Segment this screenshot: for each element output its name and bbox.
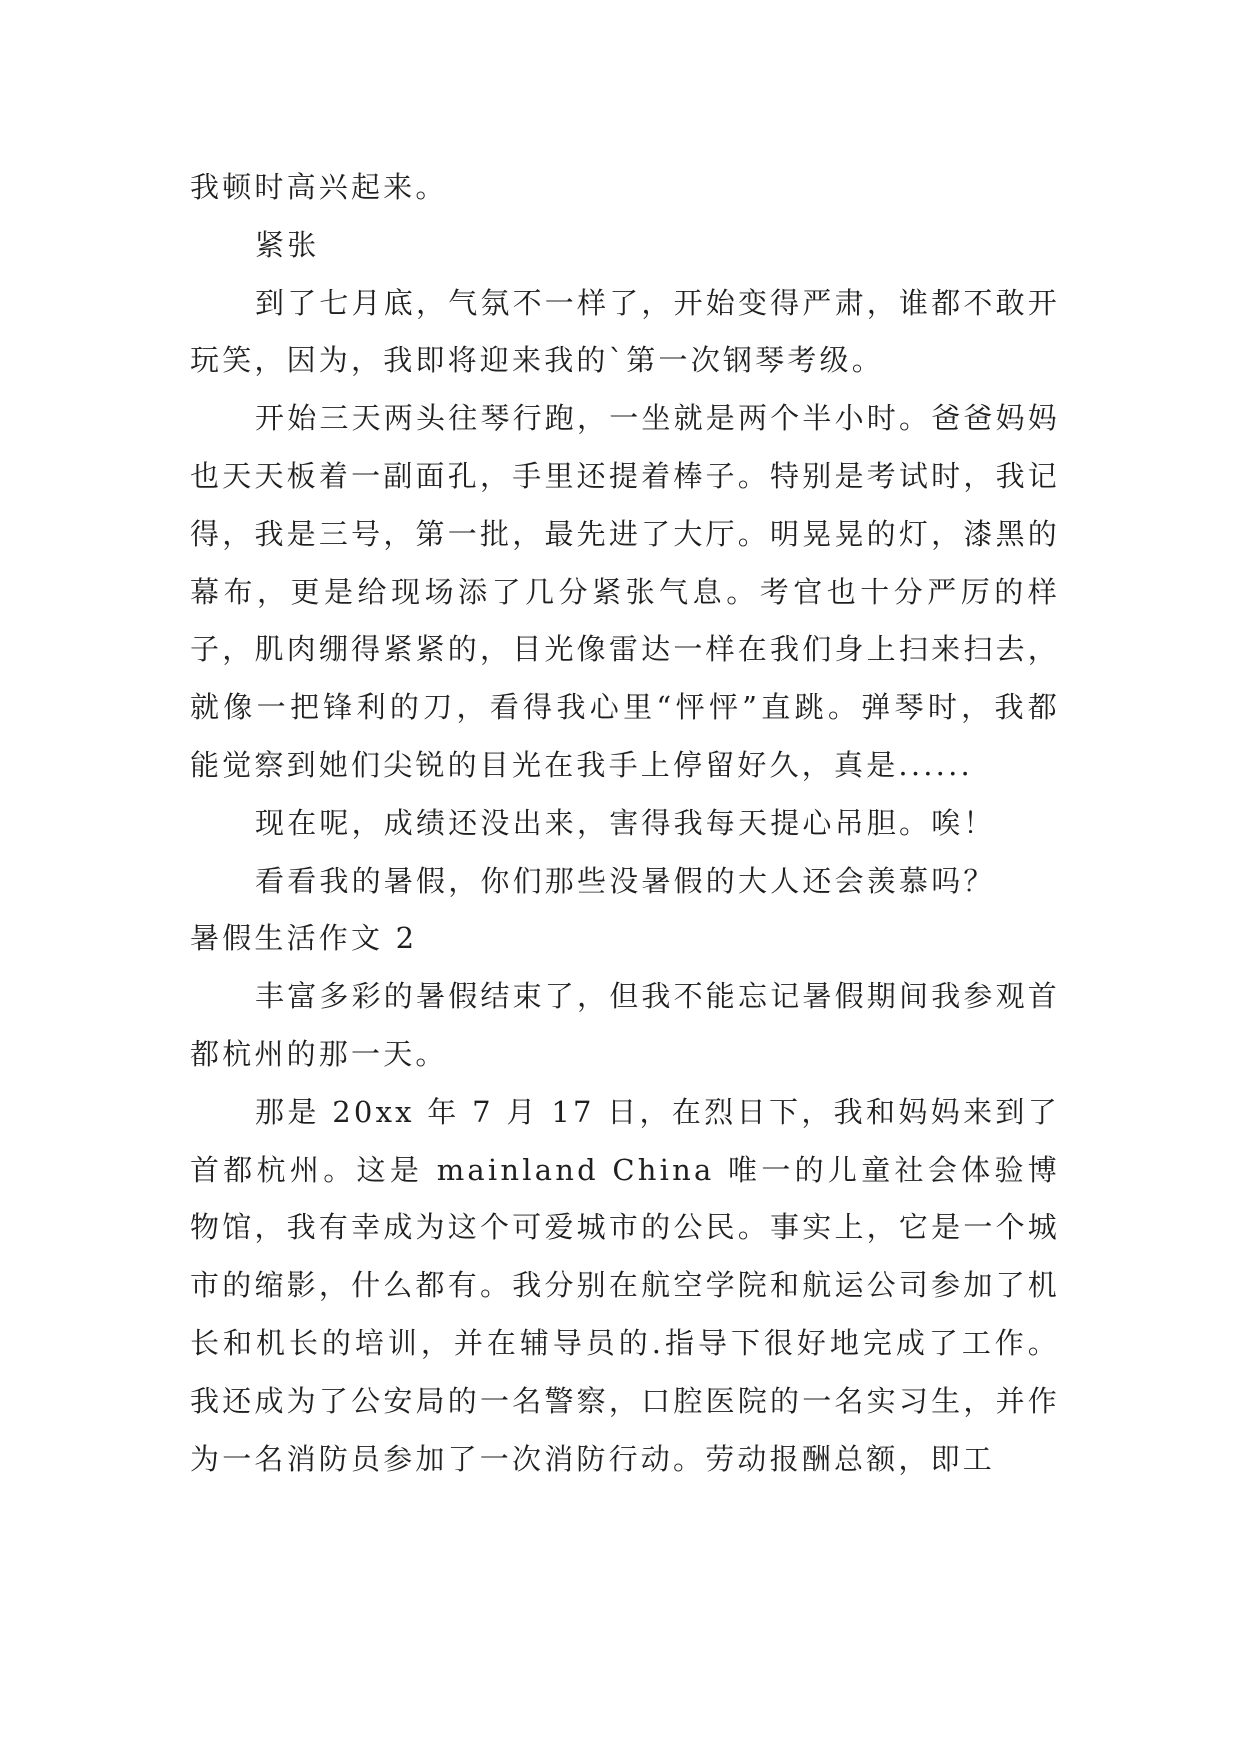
document-body <box>190 159 1060 1488</box>
essay-title: 暑假生活作文 2 <box>190 921 418 956</box>
paragraph: 开始三天两头往琴行跑，一坐就是两个半小时。爸爸妈妈也天天板着一副面孔，手里还提着棒子。特别是考试时，我记得，我是三号，第一批，最先进了大厅。明晃晃的灯，漆黑的幕布，更是给现场添了几分紧张气息。考官也十分严厉的样子，肌肉绷得紧紧的，目光像雷达一样在我们身上扫来扫去，就像一把锋利的刀，看得我心里“怦怦”直跳。弹琴时，我都能觉察到她们尖锐的目光在我手上停留好久，真是...... <box>190 401 1061 782</box>
paragraph: 那是 20xx 年 7 月 17 日，在烈日下，我和妈妈来到了首都杭州。这是 mainland China 唯一的儿童社会体验博物馆，我有幸成为这个可爱城市的公民。事实上，它是一个城市的缩影，什么都有。我分别在航空学院和航运公司参加了机长和机长的培训，并在辅导员的.指导下很好地完成了工作。我还成为了公安局的一名警察，口腔医院的一名实习生，并作为一名消防员参加了一次消防行动。劳动报酬总额，即工 <box>190 1094 1060 1476</box>
paragraph: 现在呢，成绩还没出来，害得我每天提心吊胆。唉！ <box>255 805 996 840</box>
section-heading: 紧张 <box>255 227 320 262</box>
paragraph: 看看我的暑假，你们那些没暑假的大人还会羡慕吗？ <box>255 863 996 898</box>
paragraph: 到了七月底，气氛不一样了，开始变得严肃，谁都不敢开玩笑，因为，我即将迎来我的`第一次钢琴考级。 <box>190 285 1061 378</box>
paragraph: 丰富多彩的暑假结束了，但我不能忘记暑假期间我参观首都杭州的那一天。 <box>190 979 1061 1071</box>
paragraph: 我顿时高兴起来。 <box>190 170 448 204</box>
